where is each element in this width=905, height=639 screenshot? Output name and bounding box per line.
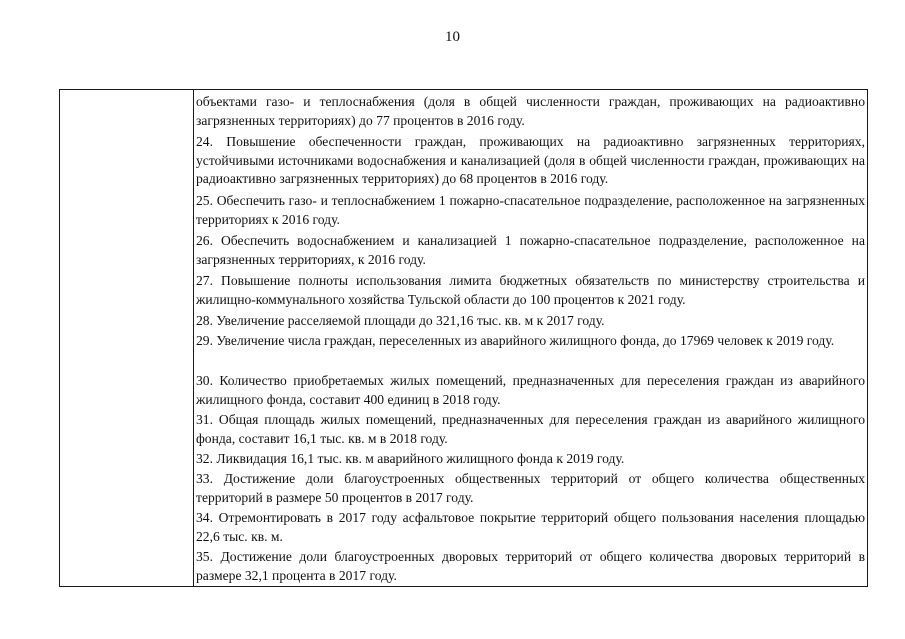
list-item: 32. Ликвидация 16,1 тыс. кв. м аварийного жилищного фонда к 2019 году. bbox=[196, 451, 625, 466]
indicators-table bbox=[59, 89, 868, 587]
list-item: объектами газо- и теплоснабжения (доля в общей численности граждан, проживающих на радиоактивно загрязненных территориях) до 77 процентов в 2016 году. bbox=[196, 94, 865, 128]
list-item: 26. Обеспечить водоснабжением и канализацией 1 пожарно-спасательное подразделение, расположенное на загрязненных территориях, к 2016 году. bbox=[196, 233, 865, 267]
list-item: 27. Повышение полноты использования лимита бюджетных обязательств по министерству строительства и жилищно-коммунального хозяйства Тульской области до 100 процентов к 2021 году. bbox=[196, 273, 865, 307]
page-number: 10 bbox=[445, 29, 460, 45]
table-right-column bbox=[194, 90, 868, 586]
list-item: 31. Общая площадь жилых помещений, предназначенных для переселения граждан из аварийного жилищного фонда, составит 16,1 тыс. кв. м в 2018 году. bbox=[196, 412, 865, 446]
list-item: 25. Обеспечить газо- и теплоснабжением 1 пожарно-спасательное подразделение, расположенное на загрязненных территориях к 2016 году. bbox=[196, 193, 865, 227]
list-item: 33. Достижение доли благоустроенных общественных территорий от общего количества общественных территорий в размере 50 процентов в 2017 году. bbox=[196, 471, 865, 505]
list-item: 29. Увеличение числа граждан, переселенных из аварийного жилищного фонда, до 17969 человек к 2019 году. bbox=[196, 333, 835, 348]
list-item: 24. Повышение обеспеченности граждан, проживающих на радиоактивно загрязненных территориях, устойчивыми источниками водоснабжения и канализацией (доля в общей численности граждан, проживающих на радиоактивно загрязненных территориях) до 68 процентов в 2016 году. bbox=[196, 134, 865, 187]
list-item: 35. Достижение доли благоустроенных дворовых территорий от общего количества дворовых территорий в размере 32,1 процента в 2017 году. bbox=[196, 549, 865, 583]
list-item: 34. Отремонтировать в 2017 году асфальтовое покрытие территорий общего пользования населения площадью 22,6 тыс. кв. м. bbox=[196, 510, 865, 544]
table-left-column bbox=[60, 90, 194, 586]
list-item: 28. Увеличение расселяемой площади до 321,16 тыс. кв. м к 2017 году. bbox=[196, 313, 605, 328]
list-item: 30. Количество приобретаемых жилых помещений, предназначенных для переселения граждан из аварийного жилищного фонда, составит 400 единиц в 2018 году. bbox=[196, 373, 865, 407]
